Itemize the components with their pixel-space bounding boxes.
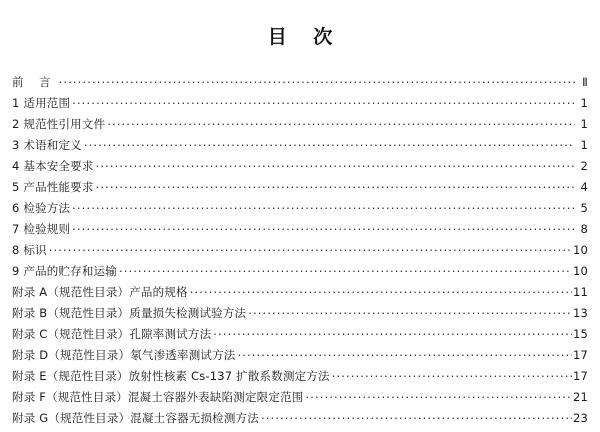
toc-leader-dots [248,306,572,317]
toc-entry-page: 11 [572,285,588,299]
document-page [0,22,600,424]
toc-entry-label: 附录 D（规范性目录）氡气渗透率测试方法 [12,348,236,362]
toc-leader-dots [261,411,572,422]
toc-entry-label: 8 标识 [12,243,47,257]
toc-leader-dots [238,348,572,359]
toc-entry[interactable] [12,264,588,285]
toc-entry-label: 前 言 [12,75,57,89]
toc-entry-label: 3 术语和定义 [12,138,82,152]
toc-entry[interactable] [12,369,588,390]
toc-entry[interactable] [12,411,588,432]
toc-entry-page: Ⅱ [582,75,588,89]
toc-entry-page: 10 [572,243,588,257]
toc-leader-dots [49,243,572,254]
toc-entry[interactable] [12,243,588,264]
toc-entry[interactable] [12,306,588,327]
toc-leader-dots [72,96,575,107]
toc-entry[interactable] [12,75,588,96]
toc-entry-page: 15 [572,327,588,341]
toc-entry-label: 附录 C（规范性目录）孔隙率测试方法 [12,327,212,341]
toc-entry-page: 5 [580,201,588,215]
toc-leader-dots [305,390,571,401]
toc-entry-page: 8 [580,222,588,236]
toc-entry[interactable] [12,222,588,243]
toc-annex-group [12,285,588,432]
toc-entry-label: 附录 F（规范性目录）混凝土容器外表缺陷测定限定范围 [12,390,304,404]
toc-leader-dots [96,180,575,191]
toc-entry-label: 附录 G（规范性目录）混凝土容器无损检测方法 [12,411,259,425]
toc-entry[interactable] [12,327,588,348]
toc-entry-page: 23 [572,411,588,425]
toc-entry-page: 1 [580,117,588,131]
toc-entry-page: 10 [572,264,588,278]
toc-entry[interactable] [12,159,588,180]
toc-leader-dots [72,201,575,212]
toc-entry-page: 17 [572,369,588,383]
table-of-contents [12,75,588,432]
toc-entry-page: 1 [580,96,588,110]
toc-entry-label: 1 适用范围 [12,96,71,110]
toc-entry-label: 2 规范性引用文件 [12,117,106,131]
toc-leader-dots [332,369,572,380]
toc-entry-label: 附录 E（规范性目录）放射性核素 Cs-137 扩散系数测定方法 [12,369,330,383]
toc-entry-page: 13 [572,306,588,320]
page-title: 目 次 [267,26,343,48]
toc-entry[interactable] [12,117,588,138]
toc-leader-dots [190,285,572,296]
toc-entry-label: 附录 A（规范性目录）产品的规格 [12,285,188,299]
toc-entry[interactable] [12,96,588,117]
toc-entry-label: 4 基本安全要求 [12,159,94,173]
toc-entry-label: 9 产品的贮存和运输 [12,264,117,278]
toc-entry-page: 4 [580,180,588,194]
toc-leader-dots [119,264,572,275]
toc-entry[interactable] [12,348,588,369]
toc-leader-dots [96,159,575,170]
toc-entry-label: 5 产品性能要求 [12,180,94,194]
toc-leader-dots [84,138,575,149]
toc-entry[interactable] [12,201,588,222]
toc-entry-label: 附录 B（规范性目录）质量损失检测试验方法 [12,306,247,320]
toc-entry-page: 1 [580,138,588,152]
toc-entry[interactable] [12,390,588,411]
toc-leader-dots [107,117,575,128]
toc-leader-dots [59,75,575,86]
toc-entry-page: 17 [572,348,588,362]
toc-entry-page: 21 [572,390,588,404]
toc-leader-dots [213,327,572,338]
toc-entry-label: 6 检验方法 [12,201,71,215]
toc-entry[interactable] [12,138,588,159]
toc-entry-page: 2 [580,159,588,173]
toc-leader-dots [72,222,575,233]
toc-entry[interactable] [12,180,588,201]
toc-entry-label: 7 检验规则 [12,222,71,236]
toc-entry[interactable] [12,285,588,306]
